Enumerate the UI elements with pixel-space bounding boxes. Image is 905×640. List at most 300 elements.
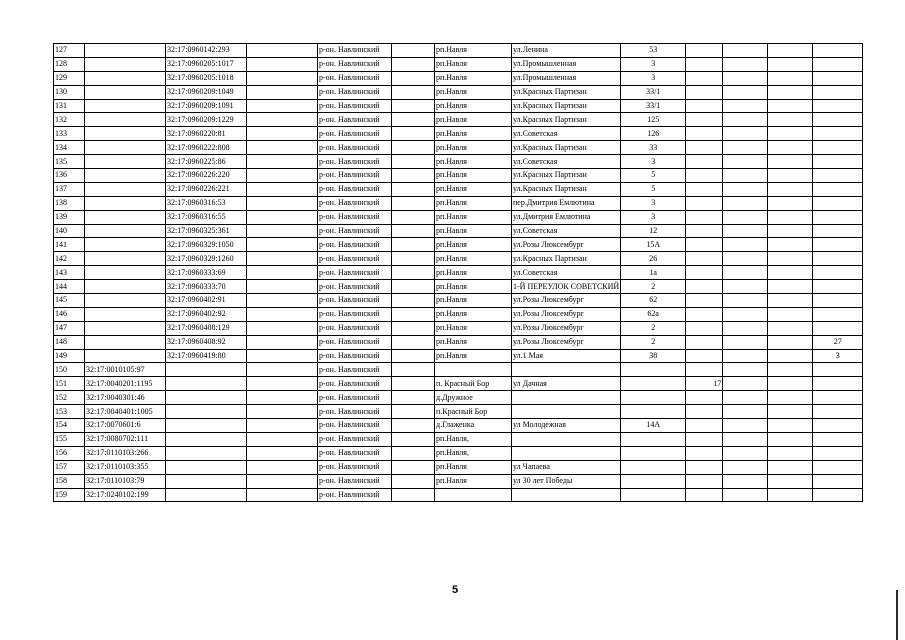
street-cell: ул 30 лет Победы [512, 474, 621, 488]
row-number-cell: 149 [54, 349, 85, 363]
district-cell: р-он. Навлинский [318, 405, 392, 419]
row-number-cell: 151 [54, 377, 85, 391]
district-cell: р-он. Навлинский [318, 44, 392, 58]
extra-value-cell [813, 432, 863, 446]
empty-cell [392, 363, 435, 377]
locality-cell: рп.Навля [435, 141, 512, 155]
street-cell: ул.Красных Партизан [512, 113, 621, 127]
empty-cell [768, 446, 813, 460]
house-number-cell: 3 [621, 57, 686, 71]
table-row [54, 363, 863, 377]
table-row [54, 335, 863, 349]
table-row [54, 57, 863, 71]
row-number-cell: 156 [54, 446, 85, 460]
extra-value-cell [686, 446, 723, 460]
extra-value-cell [813, 224, 863, 238]
district-cell: р-он. Навлинский [318, 363, 392, 377]
table-row [54, 349, 863, 363]
empty-cell [392, 182, 435, 196]
empty-cell [723, 182, 768, 196]
extra-value-cell [686, 349, 723, 363]
extra-value-cell [686, 363, 723, 377]
table-row [54, 460, 863, 474]
building-cadastral-number-cell: 32:17:0960316:53 [166, 196, 247, 210]
row-number-cell: 136 [54, 169, 85, 183]
empty-cell [768, 155, 813, 169]
extra-value-cell [686, 488, 723, 502]
row-number-cell: 146 [54, 307, 85, 321]
district-cell: р-он. Навлинский [318, 99, 392, 113]
locality-cell: рп.Навля [435, 335, 512, 349]
row-number-cell: 138 [54, 196, 85, 210]
extra-value-cell [813, 419, 863, 433]
table-row [54, 182, 863, 196]
house-number-cell [621, 363, 686, 377]
empty-cell [392, 419, 435, 433]
row-number-cell: 139 [54, 210, 85, 224]
row-number-cell: 142 [54, 252, 85, 266]
empty-cell [247, 419, 318, 433]
building-cadastral-number-cell: 32:17:0960209:1091 [166, 99, 247, 113]
empty-cell [768, 113, 813, 127]
empty-cell [723, 85, 768, 99]
building-cadastral-number-cell: 32:17:0960333:70 [166, 280, 247, 294]
empty-cell [768, 363, 813, 377]
empty-cell [247, 377, 318, 391]
district-cell: р-он. Навлинский [318, 141, 392, 155]
extra-value-cell [686, 307, 723, 321]
row-number-cell: 132 [54, 113, 85, 127]
land-cadastral-number-cell [85, 349, 166, 363]
house-number-cell: 2 [621, 335, 686, 349]
locality-cell: рп.Навля [435, 307, 512, 321]
empty-cell [723, 99, 768, 113]
district-cell: р-он. Навлинский [318, 294, 392, 308]
empty-cell [247, 113, 318, 127]
district-cell: р-он. Навлинский [318, 71, 392, 85]
empty-cell [723, 210, 768, 224]
extra-value-cell [686, 224, 723, 238]
locality-cell: п. Красный Бор [435, 377, 512, 391]
street-cell: ул.Розы Люксембург [512, 238, 621, 252]
empty-cell [768, 349, 813, 363]
table-row [54, 141, 863, 155]
empty-cell [723, 321, 768, 335]
empty-cell [392, 210, 435, 224]
district-cell: р-он. Навлинский [318, 169, 392, 183]
empty-cell [768, 488, 813, 502]
district-cell: р-он. Навлинский [318, 238, 392, 252]
building-cadastral-number-cell [166, 363, 247, 377]
empty-cell [247, 294, 318, 308]
empty-cell [723, 363, 768, 377]
empty-cell [768, 141, 813, 155]
building-cadastral-number-cell: 32:17:0960419:80 [166, 349, 247, 363]
empty-cell [392, 391, 435, 405]
registry-rows [54, 44, 863, 502]
street-cell: ул.Розы Люксембург [512, 307, 621, 321]
extra-value-cell [813, 57, 863, 71]
district-cell: р-он. Навлинский [318, 155, 392, 169]
district-cell: р-он. Навлинский [318, 446, 392, 460]
extra-value-cell [813, 169, 863, 183]
land-cadastral-number-cell [85, 182, 166, 196]
empty-cell [247, 363, 318, 377]
empty-cell [392, 238, 435, 252]
extra-value-cell [813, 238, 863, 252]
house-number-cell: 3 [621, 210, 686, 224]
building-cadastral-number-cell: 32:17:0960325:361 [166, 224, 247, 238]
empty-cell [768, 224, 813, 238]
building-cadastral-number-cell [166, 391, 247, 405]
locality-cell: рп.Навля [435, 57, 512, 71]
land-cadastral-number-cell: 32:17:0110103:355 [85, 460, 166, 474]
extra-value-cell [813, 446, 863, 460]
extra-value-cell [813, 141, 863, 155]
locality-cell: рп.Навля [435, 44, 512, 58]
district-cell: р-он. Навлинский [318, 252, 392, 266]
empty-cell [768, 335, 813, 349]
empty-cell [247, 71, 318, 85]
land-cadastral-number-cell: 32:17:0040201:1195 [85, 377, 166, 391]
empty-cell [247, 460, 318, 474]
land-cadastral-number-cell [85, 224, 166, 238]
empty-cell [392, 446, 435, 460]
house-number-cell [621, 446, 686, 460]
row-number-cell: 148 [54, 335, 85, 349]
row-number-cell: 143 [54, 266, 85, 280]
empty-cell [723, 224, 768, 238]
building-cadastral-number-cell [166, 488, 247, 502]
street-cell: ул.Ленина [512, 44, 621, 58]
locality-cell: рп.Навля [435, 252, 512, 266]
house-number-cell: 3 [621, 196, 686, 210]
empty-cell [392, 488, 435, 502]
empty-cell [247, 280, 318, 294]
empty-cell [247, 349, 318, 363]
empty-cell [247, 321, 318, 335]
extra-value-cell [686, 127, 723, 141]
extra-value-cell [686, 71, 723, 85]
locality-cell: рп.Навля [435, 294, 512, 308]
locality-cell: рп.Навля [435, 210, 512, 224]
building-cadastral-number-cell: 32:17:0960333:69 [166, 266, 247, 280]
empty-cell [723, 44, 768, 58]
land-cadastral-number-cell [85, 57, 166, 71]
empty-cell [768, 460, 813, 474]
table-row [54, 294, 863, 308]
building-cadastral-number-cell [166, 405, 247, 419]
street-cell: ул.Советская [512, 155, 621, 169]
extra-value-cell [686, 196, 723, 210]
table-row [54, 474, 863, 488]
empty-cell [723, 335, 768, 349]
district-cell: р-он. Навлинский [318, 349, 392, 363]
extra-value-cell [686, 182, 723, 196]
street-cell: ул Дачная [512, 377, 621, 391]
extra-value-cell [813, 210, 863, 224]
empty-cell [723, 419, 768, 433]
house-number-cell: 2 [621, 321, 686, 335]
house-number-cell [621, 488, 686, 502]
street-cell: ул.Красных Партизан [512, 99, 621, 113]
house-number-cell: 14А [621, 419, 686, 433]
empty-cell [247, 127, 318, 141]
empty-cell [247, 210, 318, 224]
empty-cell [247, 446, 318, 460]
empty-cell [723, 57, 768, 71]
building-cadastral-number-cell: 32:17:0960329:1050 [166, 238, 247, 252]
land-cadastral-number-cell [85, 99, 166, 113]
empty-cell [392, 169, 435, 183]
house-number-cell: 2 [621, 280, 686, 294]
house-number-cell: 15А [621, 238, 686, 252]
table-row [54, 224, 863, 238]
empty-cell [768, 210, 813, 224]
empty-cell [247, 405, 318, 419]
row-number-cell: 140 [54, 224, 85, 238]
street-cell [512, 446, 621, 460]
house-number-cell [621, 432, 686, 446]
building-cadastral-number-cell: 32:17:0960205:1018 [166, 71, 247, 85]
locality-cell: рп.Навля [435, 460, 512, 474]
empty-cell [723, 71, 768, 85]
land-cadastral-number-cell [85, 321, 166, 335]
empty-cell [768, 405, 813, 419]
locality-cell [435, 488, 512, 502]
building-cadastral-number-cell: 32:17:0960329:1260 [166, 252, 247, 266]
empty-cell [723, 252, 768, 266]
extra-value-cell [686, 321, 723, 335]
land-cadastral-number-cell [85, 127, 166, 141]
locality-cell: рп.Навля [435, 349, 512, 363]
house-number-cell: 125 [621, 113, 686, 127]
land-cadastral-number-cell [85, 169, 166, 183]
empty-cell [768, 44, 813, 58]
land-cadastral-number-cell: 32:17:0080702:111 [85, 432, 166, 446]
table-row [54, 405, 863, 419]
street-cell [512, 363, 621, 377]
row-number-cell: 137 [54, 182, 85, 196]
land-cadastral-number-cell [85, 141, 166, 155]
extra-value-cell [686, 391, 723, 405]
empty-cell [392, 57, 435, 71]
empty-cell [723, 113, 768, 127]
building-cadastral-number-cell: 32:17:0960402:91 [166, 294, 247, 308]
empty-cell [768, 280, 813, 294]
extra-value-cell [813, 377, 863, 391]
empty-cell [723, 169, 768, 183]
row-number-cell: 145 [54, 294, 85, 308]
extra-value-cell [813, 294, 863, 308]
locality-cell: д.Глаженка [435, 419, 512, 433]
street-cell: ул.Советская [512, 127, 621, 141]
house-number-cell: 62а [621, 307, 686, 321]
row-number-cell: 144 [54, 280, 85, 294]
locality-cell: рп.Навля [435, 99, 512, 113]
extra-value-cell [813, 113, 863, 127]
land-cadastral-number-cell [85, 252, 166, 266]
extra-value-cell [813, 363, 863, 377]
extra-value-cell [813, 307, 863, 321]
locality-cell: рп.Навля [435, 113, 512, 127]
building-cadastral-number-cell: 32:17:0960226:220 [166, 169, 247, 183]
row-number-cell: 154 [54, 419, 85, 433]
row-number-cell: 150 [54, 363, 85, 377]
locality-cell [435, 363, 512, 377]
district-cell: р-он. Навлинский [318, 127, 392, 141]
building-cadastral-number-cell [166, 474, 247, 488]
district-cell: р-он. Навлинский [318, 391, 392, 405]
table-row [54, 44, 863, 58]
empty-cell [768, 391, 813, 405]
district-cell: р-он. Навлинский [318, 280, 392, 294]
locality-cell: рп.Навля [435, 238, 512, 252]
table-row [54, 71, 863, 85]
empty-cell [392, 377, 435, 391]
house-number-cell [621, 474, 686, 488]
building-cadastral-number-cell: 32:17:0960222:808 [166, 141, 247, 155]
empty-cell [247, 488, 318, 502]
land-cadastral-number-cell [85, 210, 166, 224]
street-cell: ул.Советская [512, 224, 621, 238]
empty-cell [247, 432, 318, 446]
empty-cell [247, 196, 318, 210]
empty-cell [768, 127, 813, 141]
building-cadastral-number-cell [166, 377, 247, 391]
empty-cell [392, 460, 435, 474]
building-cadastral-number-cell [166, 419, 247, 433]
house-number-cell: 62 [621, 294, 686, 308]
extra-value-cell [686, 57, 723, 71]
building-cadastral-number-cell: 32:17:0960209:1049 [166, 85, 247, 99]
land-cadastral-number-cell [85, 113, 166, 127]
extra-value-cell [813, 44, 863, 58]
extra-value-cell [686, 252, 723, 266]
extra-value-cell [813, 182, 863, 196]
empty-cell [768, 85, 813, 99]
locality-cell: рп.Навля [435, 474, 512, 488]
empty-cell [247, 99, 318, 113]
table-row [54, 446, 863, 460]
table-row [54, 155, 863, 169]
table-row [54, 99, 863, 113]
empty-cell [392, 294, 435, 308]
empty-cell [247, 85, 318, 99]
house-number-cell: 12 [621, 224, 686, 238]
district-cell: р-он. Навлинский [318, 210, 392, 224]
extra-value-cell [813, 405, 863, 419]
row-number-cell: 153 [54, 405, 85, 419]
table-row [54, 391, 863, 405]
street-cell: ул Чапаева [512, 460, 621, 474]
extra-value-cell [686, 294, 723, 308]
building-cadastral-number-cell: 32:17:0960205:1017 [166, 57, 247, 71]
empty-cell [392, 335, 435, 349]
empty-cell [392, 405, 435, 419]
land-cadastral-number-cell [85, 85, 166, 99]
house-number-cell: 3 [621, 155, 686, 169]
extra-value-cell [686, 460, 723, 474]
scan-edge-mark [896, 590, 898, 640]
empty-cell [768, 169, 813, 183]
district-cell: р-он. Навлинский [318, 419, 392, 433]
street-cell: ул.1 Мая [512, 349, 621, 363]
page-number: 5 [451, 584, 459, 596]
empty-cell [723, 155, 768, 169]
table-row [54, 321, 863, 335]
empty-cell [392, 349, 435, 363]
empty-cell [768, 71, 813, 85]
house-number-cell: 53 [621, 44, 686, 58]
district-cell: р-он. Навлинский [318, 377, 392, 391]
empty-cell [392, 252, 435, 266]
empty-cell [247, 224, 318, 238]
empty-cell [723, 391, 768, 405]
land-cadastral-number-cell: 32:17:0040401:1005 [85, 405, 166, 419]
empty-cell [723, 141, 768, 155]
extra-value-cell [813, 266, 863, 280]
empty-cell [247, 266, 318, 280]
district-cell: р-он. Навлинский [318, 432, 392, 446]
locality-cell: рп.Навля [435, 169, 512, 183]
empty-cell [768, 419, 813, 433]
empty-cell [723, 405, 768, 419]
extra-value-cell [813, 460, 863, 474]
empty-cell [768, 294, 813, 308]
row-number-cell: 128 [54, 57, 85, 71]
empty-cell [768, 57, 813, 71]
extra-value-cell [813, 71, 863, 85]
locality-cell: д.Дружное [435, 391, 512, 405]
table-row [54, 280, 863, 294]
building-cadastral-number-cell: 32:17:0960402:92 [166, 307, 247, 321]
empty-cell [392, 113, 435, 127]
building-cadastral-number-cell: 32:17:0960209:1229 [166, 113, 247, 127]
extra-value-cell: 17 [686, 377, 723, 391]
row-number-cell: 157 [54, 460, 85, 474]
land-cadastral-number-cell: 32:17:0010105:97 [85, 363, 166, 377]
street-cell: ул Молодежная [512, 419, 621, 433]
extra-value-cell [686, 238, 723, 252]
empty-cell [768, 377, 813, 391]
empty-cell [392, 71, 435, 85]
empty-cell [768, 252, 813, 266]
land-cadastral-number-cell: 32:17:0110103:266 [85, 446, 166, 460]
street-cell [512, 432, 621, 446]
street-cell: ул.Дмитрия Емлютина [512, 210, 621, 224]
extra-value-cell [686, 405, 723, 419]
extra-value-cell [686, 474, 723, 488]
land-cadastral-number-cell: 32:17:0070601:6 [85, 419, 166, 433]
empty-cell [392, 432, 435, 446]
row-number-cell: 158 [54, 474, 85, 488]
extra-value-cell [686, 44, 723, 58]
extra-value-cell [813, 280, 863, 294]
extra-value-cell [686, 141, 723, 155]
building-cadastral-number-cell: 32:17:0960408:92 [166, 335, 247, 349]
extra-value-cell [686, 280, 723, 294]
extra-value-cell [686, 99, 723, 113]
empty-cell [392, 99, 435, 113]
locality-cell: рп.Навля [435, 321, 512, 335]
street-cell: ул.Розы Люксембург [512, 335, 621, 349]
row-number-cell: 147 [54, 321, 85, 335]
table-row [54, 266, 863, 280]
locality-cell: рп.Навля [435, 127, 512, 141]
street-cell: ул.Красных Партизан [512, 252, 621, 266]
row-number-cell: 141 [54, 238, 85, 252]
